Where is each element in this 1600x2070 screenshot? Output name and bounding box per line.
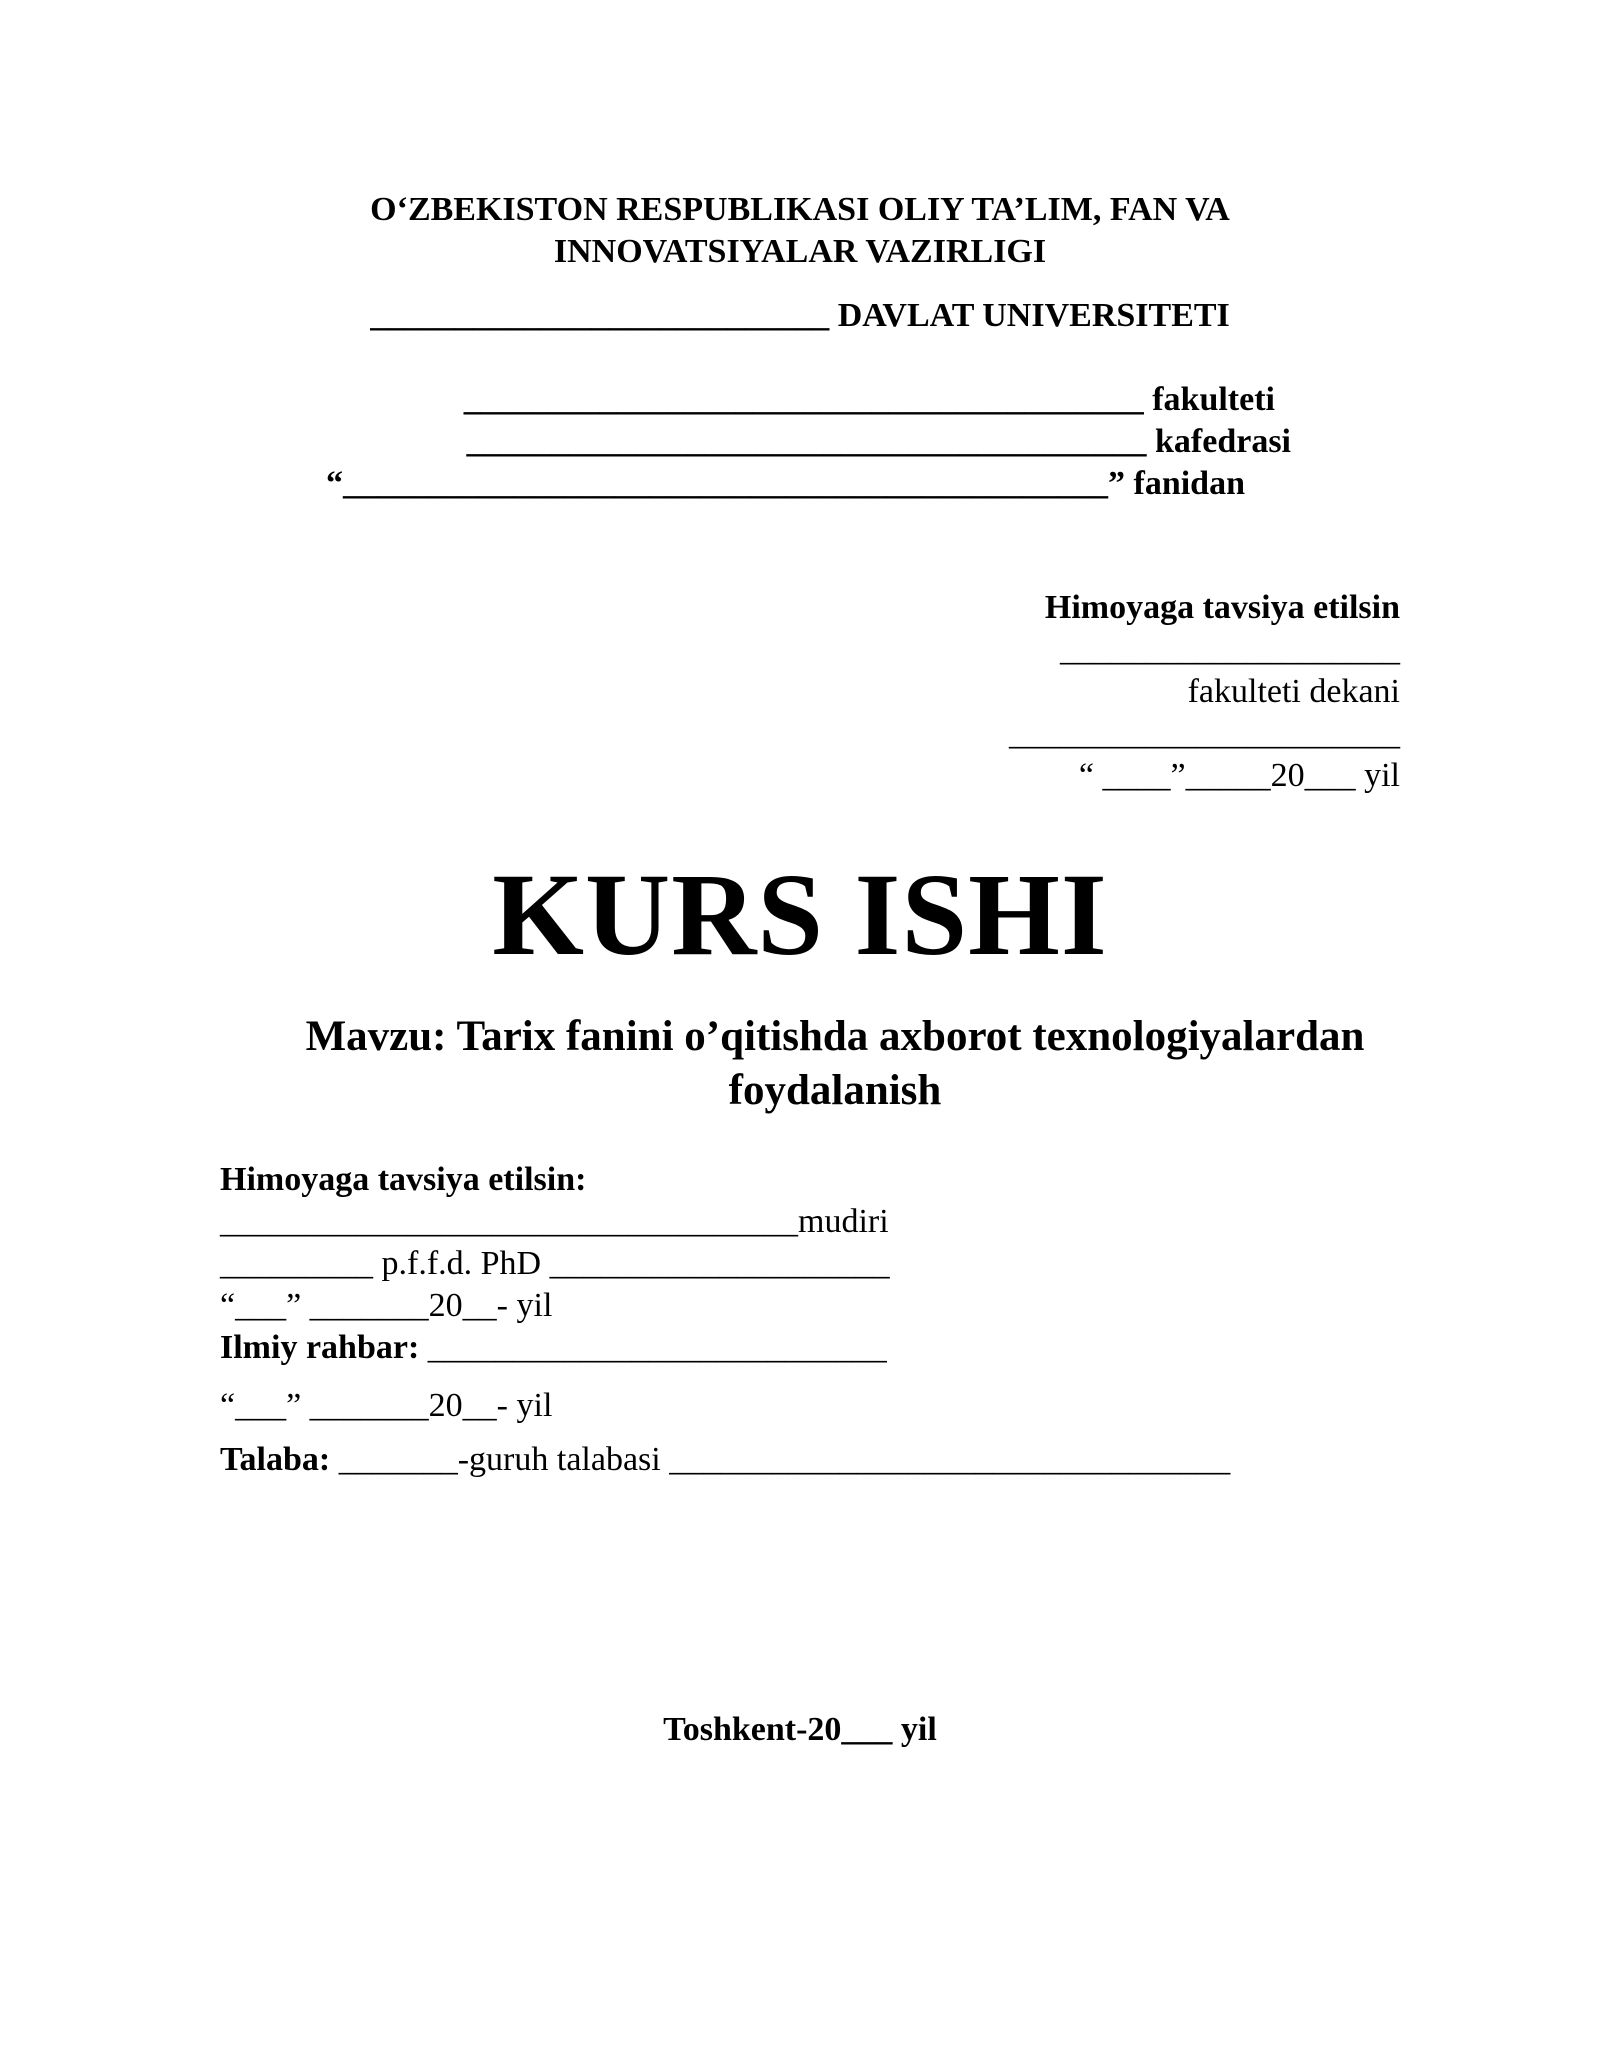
approval-title: Himoyaga tavsiya etilsin: [1044, 589, 1400, 626]
dean-label: fakulteti dekani: [1187, 673, 1400, 710]
ministry-title-line-2: INNOVATSIYALAR VAZIRLIGI: [553, 233, 1047, 270]
document-topic: Mavzu: Tarix fanini o’qitishda axborot texnologiyalardan foydalanish: [305, 1013, 1365, 1114]
subject-line: “_____________________________________________” fanidan: [326, 465, 1245, 502]
student-label: Talaba:: [220, 1441, 331, 1478]
dean-sign-line: _______________________: [1009, 715, 1400, 752]
department-line: ________________________________________ kafedrasi: [466, 423, 1291, 460]
supervisor-line: [220, 1328, 887, 1368]
supervisor-sign-line: ___________________________: [419, 1329, 887, 1366]
head-sign-line: __________________________________mudiri: [220, 1203, 889, 1240]
phd-sign-line: _________ p.f.f.d. PhD ____________________: [220, 1245, 890, 1282]
student-sign-line: _______-guruh talabasi _________________________________: [330, 1441, 1231, 1478]
ministry-title-line-1: O‘ZBEKISTON RESPUBLIKASI OLIY TA’LIM, FAN VA: [370, 191, 1230, 228]
approval-date-line: “ ____”_____20___ yil: [1078, 757, 1400, 794]
faculty-line: ________________________________________ fakulteti: [463, 381, 1275, 418]
approval-sign-line: ____________________: [1060, 631, 1400, 668]
left-date-line-2: “___” _______20__- yil: [220, 1387, 553, 1424]
left-approval-title: Himoyaga tavsiya etilsin:: [220, 1161, 587, 1198]
footer-city-year: Toshkent-20___ yil: [663, 1711, 937, 1748]
student-line: [220, 1440, 1230, 1480]
document-title: KURS ISHI: [492, 849, 1108, 980]
supervisor-label: Ilmiy rahbar:: [220, 1329, 420, 1366]
left-date-line-1: “___” _______20__- yil: [220, 1287, 553, 1324]
university-line: ___________________________ DAVLAT UNIVERSITETI: [370, 297, 1230, 334]
